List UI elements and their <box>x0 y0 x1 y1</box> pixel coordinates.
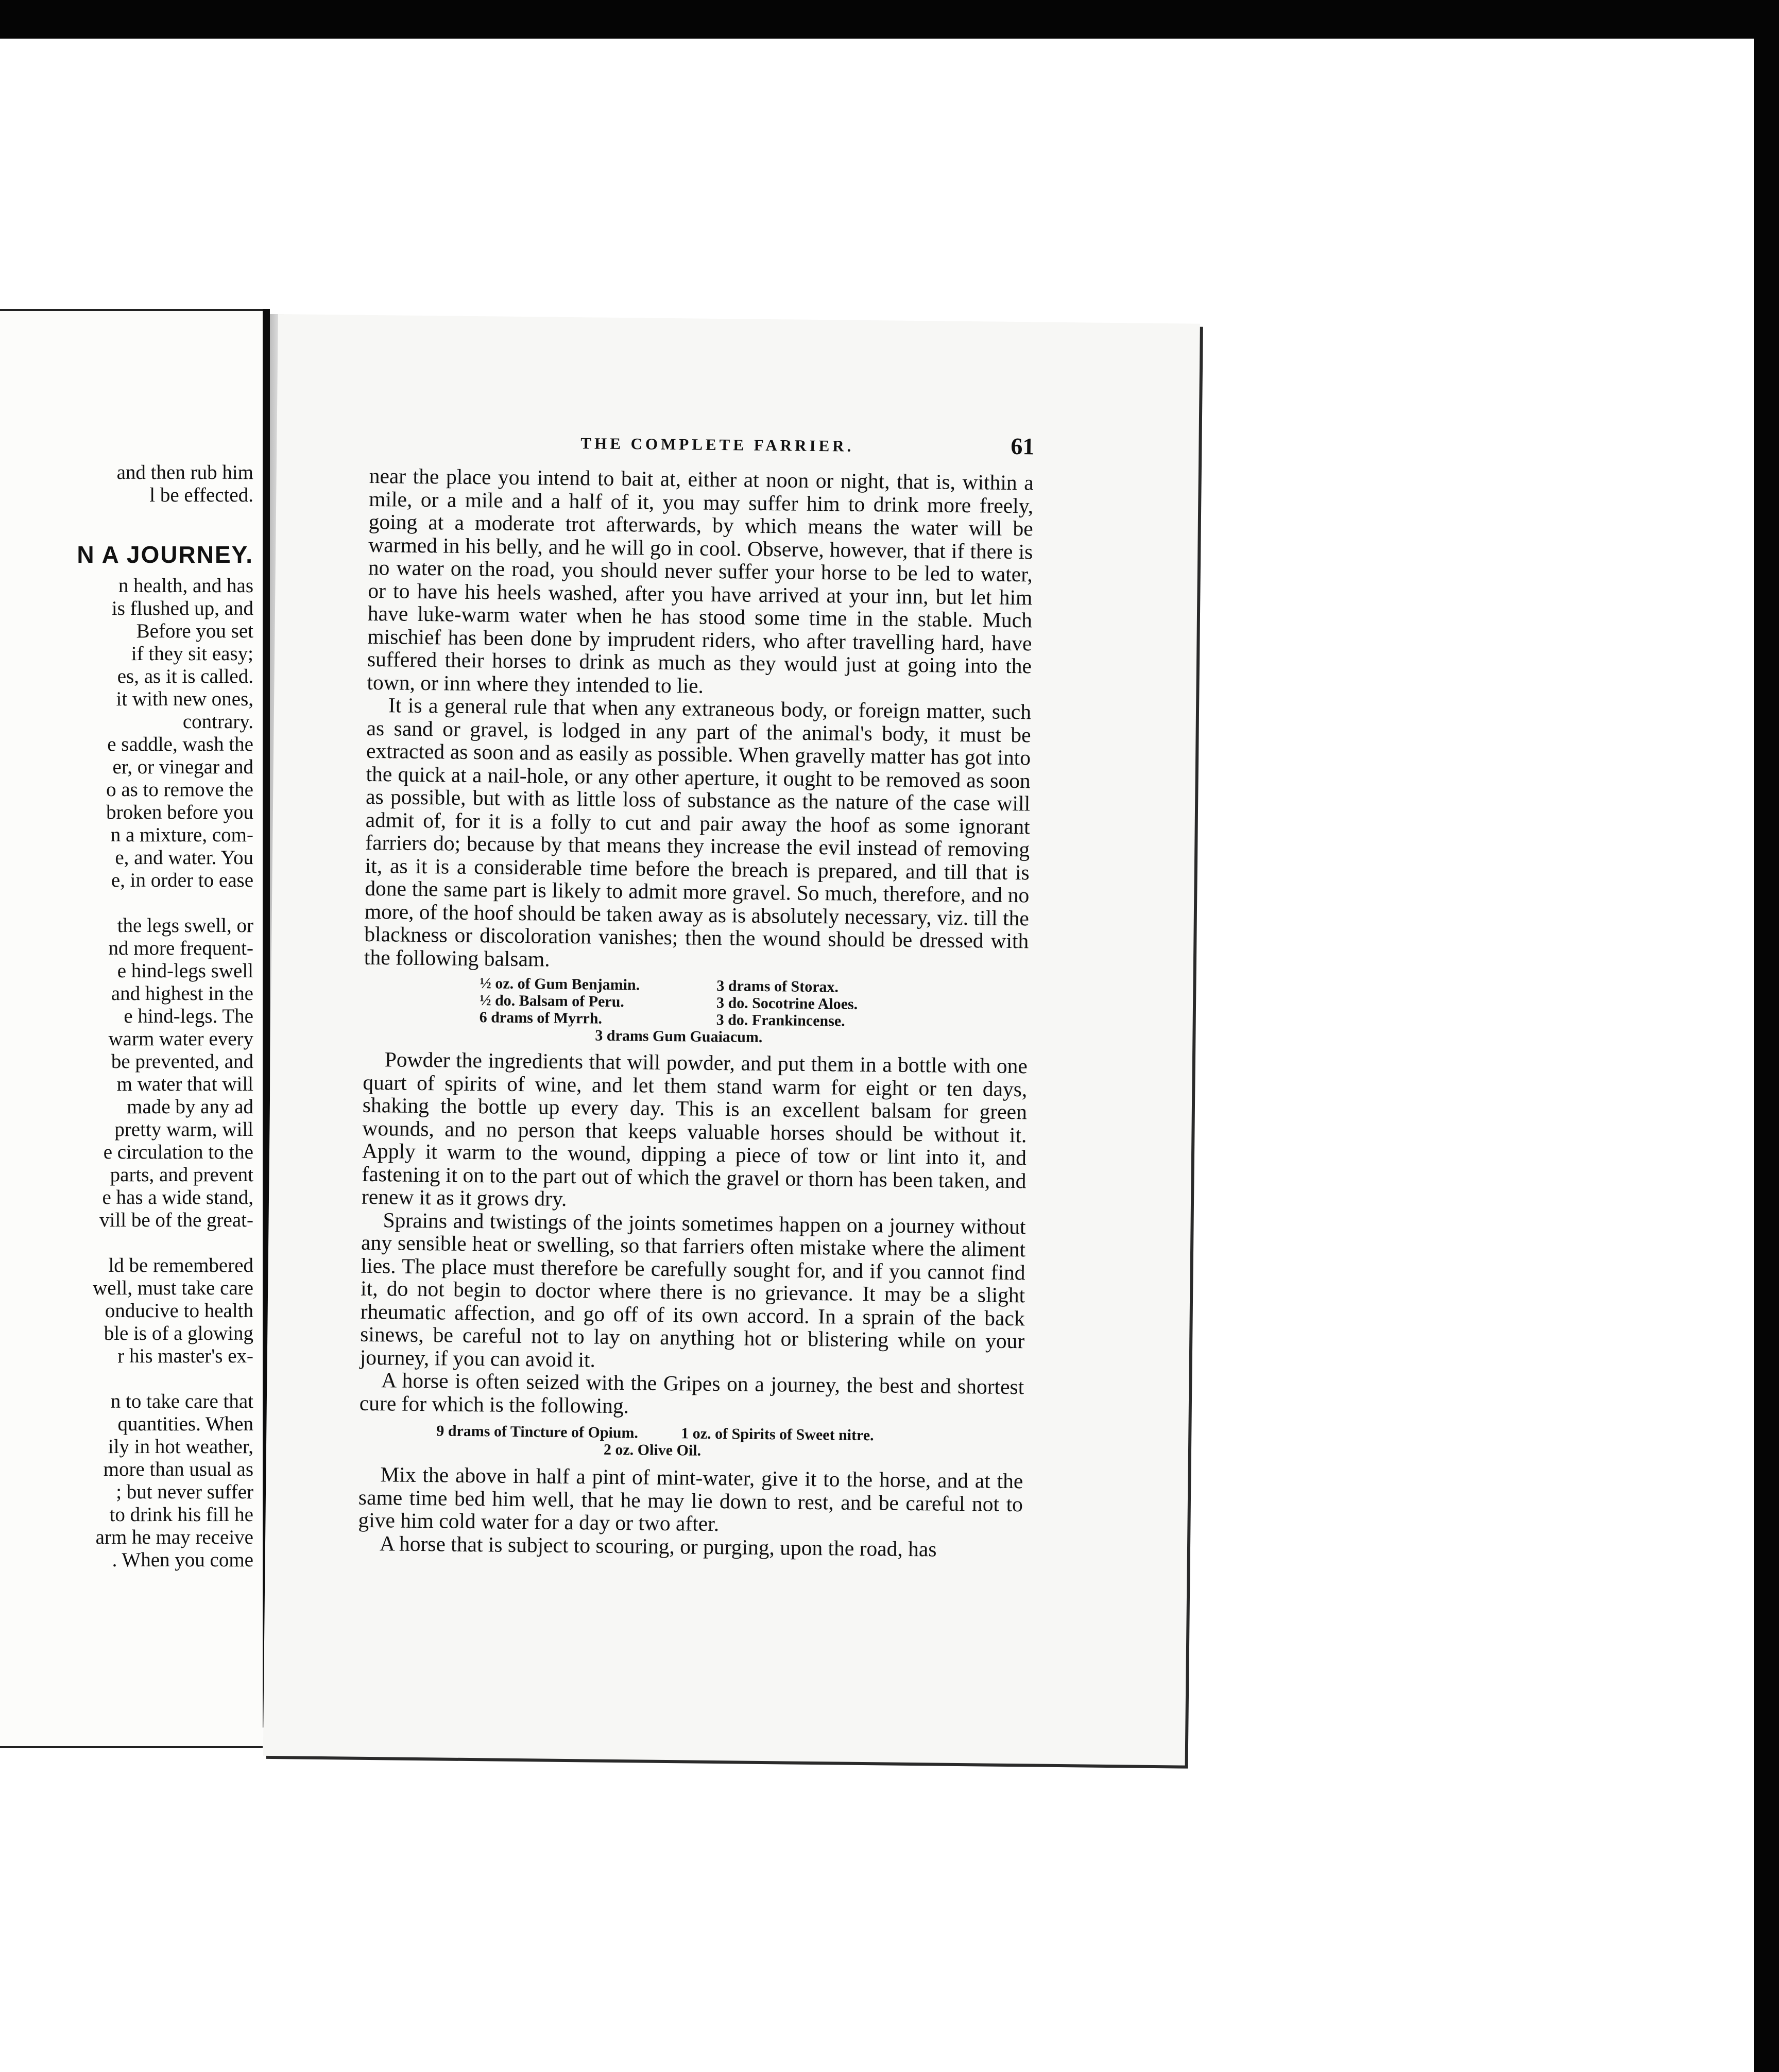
text-line: contrary. <box>182 711 253 733</box>
text-line: ; but never suffer <box>116 1481 253 1503</box>
text-line: n to take care that <box>110 1390 253 1412</box>
text-line: is flushed up, and <box>111 597 253 619</box>
text-line: more than usual as <box>103 1458 253 1480</box>
recipe-ingredient: 9 drams of Tincture of Opium. <box>436 1422 639 1442</box>
text-line: ble is of a glowing <box>104 1322 253 1344</box>
left-page-text <box>0 461 253 1572</box>
text-line: vill be of the great- <box>99 1209 253 1231</box>
text-line: e hind-legs. The <box>124 1005 253 1027</box>
text-line: er, or vinegar and <box>112 756 253 778</box>
text-line: e, in order to ease <box>111 869 253 891</box>
text-line <box>0 892 253 914</box>
text-line: . When you come <box>112 1549 253 1571</box>
recipe-ingredient: ½ oz. of Gum Benjamin. <box>480 975 640 994</box>
text-line: it with new ones, <box>116 688 253 710</box>
text-line: e circulation to the <box>103 1141 253 1163</box>
text-line: Before you set <box>136 620 253 642</box>
paragraph: A horse is often seized with the Gripes on a journey, the best and shortest cure for which is the following. <box>359 1368 1024 1418</box>
paragraph: A horse that is subject to scouring, or purging, upon the road, has <box>379 1531 937 1561</box>
text-line: ld be remembered <box>108 1254 253 1276</box>
paragraph: Mix the above in half a pint of mint-water, give it to the horse, and at the same time bed him well, that he may lie down to rest, and be careful not to give him cold water for a day or two after. <box>358 1462 1023 1536</box>
text-line: quantities. When <box>117 1413 253 1435</box>
paragraph: Sprains and twistings of the joints sometimes happen on a journey without any sensible heat or swelling, so that farriers often mistake where the aliment lies. The place must therefore be carefully sought for, and if you cannot find it, do not begin to doctor where there is no grievance. It may be a slight rheumatic affection, and go off of its own accord. In a sprain of the back sinews, be careful not to lay on anything hot or blistering while on your journey, if you can avoid it. <box>360 1207 1026 1372</box>
text-line: warm water every <box>108 1028 253 1050</box>
page-number: 61 <box>1011 433 1035 460</box>
recipe-ingredient: 3 do. Socotrine Aloes. <box>716 994 858 1013</box>
gripes-recipe <box>359 1422 1024 1463</box>
text-line: pretty warm, will <box>114 1118 253 1141</box>
text-line: o as to remove the <box>106 779 253 801</box>
running-head: THE COMPLETE FARRIER. <box>580 434 854 455</box>
text-line: to drink his fill he <box>109 1504 253 1526</box>
recipe-ingredient: 3 drams of Storax. <box>716 977 839 996</box>
text-line: es, as it is called. <box>117 665 253 687</box>
recipe-ingredient: 3 drams Gum Guaiacum. <box>595 1027 763 1046</box>
text-line: e saddle, wash the <box>107 733 253 755</box>
text-line: broken before you <box>106 801 253 823</box>
text-line: and then rub him <box>116 461 253 484</box>
text-line: if they sit easy; <box>131 643 253 665</box>
paragraph: Powder the ingredients that will powder, and put them in a bottle with one quart of spirits of wine, and let them stand warm for eight or ten days, shaking the bottle up every day. This is an excellent balsam for green wounds, and no person that keeps valuable horses should be without it. Apply it warm to the wound, dipping a piece of tow or lint into it, and fastening it on to the part out of which the gravel or thorn has been taken, and renew it as it grows dry. <box>361 1047 1028 1211</box>
recipe-ingredient: 1 oz. of Spirits of Sweet nitre. <box>681 1425 874 1444</box>
text-line <box>0 1232 253 1254</box>
text-line: r his master's ex- <box>117 1345 253 1367</box>
scan-border-top <box>0 0 1779 39</box>
text-line: l be effected. <box>149 484 253 506</box>
text-line: the legs swell, or <box>117 914 253 937</box>
text-line: arm he may receive <box>95 1526 253 1548</box>
text-line: e hind-legs swell <box>117 960 253 982</box>
text-line: parts, and prevent <box>110 1164 253 1186</box>
text-line: be prevented, and <box>111 1050 253 1073</box>
text-line: ily in hot weather, <box>108 1436 253 1458</box>
text-line: m water that will <box>116 1073 253 1095</box>
text-line: nd more frequent- <box>108 937 253 959</box>
left-page <box>0 309 263 1748</box>
text-line: and highest in the <box>111 982 253 1005</box>
paragraph: near the place you intend to bait at, either at noon or night, that is, within a mile, or a mile and a half of it, you may suffer him to drink more freely, going at a moderate trot afterwards, by which means the water will be warmed in his belly, and he will go in cool. Observe, however, that if there is no water on the road, you should never suffer your horse to be led to water, or to have his heels washed, after you have arrived at your inn, but let him have luke-warm water when he has stood some time in the stable. Much mischief has been done by imprudent riders, who after travelling hard, have suffered their horses to drink as much as they would just at going into the town, or inn where they intended to lie. <box>367 463 1034 698</box>
text-line: n a mixture, com- <box>110 824 253 846</box>
right-page <box>263 314 1200 1766</box>
scan-edge-mark <box>1761 1740 1767 1756</box>
text-line: e has a wide stand, <box>102 1186 253 1208</box>
text-line <box>0 1368 253 1390</box>
text-line: e, and water. You <box>115 847 253 869</box>
recipe-ingredient: ½ do. Balsam of Peru. <box>479 992 625 1011</box>
recipe-ingredient: 3 do. Frankincense. <box>716 1011 845 1030</box>
recipe-ingredient: 2 oz. Olive Oil. <box>603 1441 702 1459</box>
text-line <box>0 507 253 529</box>
page-body <box>358 464 1034 1561</box>
scan-border-right <box>1754 0 1779 2072</box>
text-line: well, must take care <box>93 1277 253 1299</box>
recipe-ingredient: 6 drams of Myrrh. <box>479 1009 603 1027</box>
text-line: onducive to health <box>105 1300 253 1322</box>
paragraph: It is a general rule that when any extraneous body, or foreign matter, such as sand or gravel, is lodged in any part of the animal's body, it must be extracted as soon and as easily as possible. When gravelly matter has got into the quick at a nail-hole, or any other aperture, it ought to be removed as soon as possible, but with as little loss of substance as the nature of the case will admit of, for it is a folly to cut and pair away the hoof as some ignorant farriers do; because by that means they increase the evil instead of removing it, as it is a considerable time before the breach is prepared, and till that is done the same part is likely to admit more gravel. So much, therefore, and no more, of the hoof should be taken away as is absolutely necessary, viz. till the blackness or discoloration vanishes; then the wound should be dressed with the following balsam. <box>364 693 1032 971</box>
section-heading-fragment: N A JOURNEY. <box>77 541 253 568</box>
text-line: made by any ad <box>127 1096 253 1118</box>
balsam-recipe <box>363 974 1028 1049</box>
text-line: n health, and has <box>118 575 253 597</box>
